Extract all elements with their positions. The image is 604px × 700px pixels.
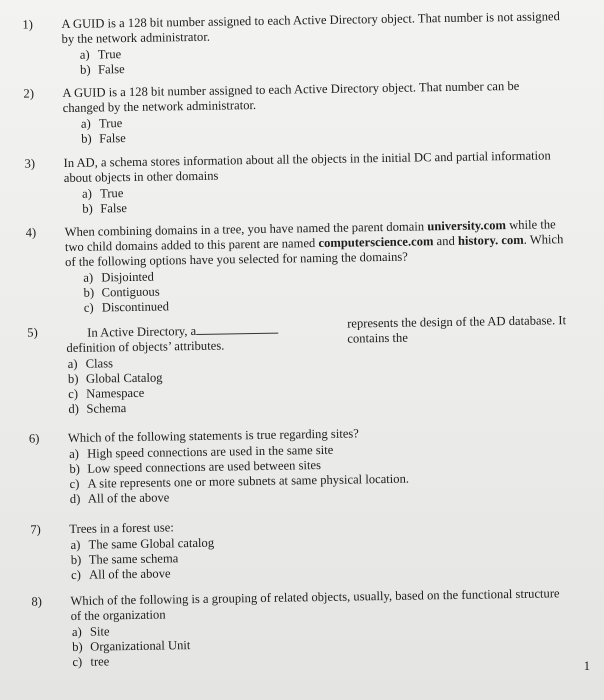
option-letter: a)	[81, 186, 92, 201]
option-letter: b)	[79, 62, 91, 77]
option-text: High speed connections are used in the same site	[87, 442, 334, 461]
option-letter: c)	[72, 654, 83, 669]
question-3	[24, 148, 599, 218]
domain-name-bold: computerscience.com	[318, 234, 434, 251]
question-2	[23, 78, 598, 148]
option-letter: b)	[72, 639, 83, 654]
option-text: Disjointed	[101, 269, 154, 285]
question-line: of the following options have you selected for naming the domains?	[65, 249, 408, 270]
option-list	[70, 530, 604, 583]
question-4	[25, 217, 601, 317]
question-number: 5)	[27, 325, 38, 340]
question-line: Which of the following is a grouping of related objects, usually, based on the functional structure	[70, 586, 560, 608]
question-number: 4)	[25, 225, 37, 240]
option-text: True	[97, 47, 122, 62]
option-letter: a)	[70, 537, 81, 552]
question-line: changed by the network administrator.	[62, 97, 257, 116]
domain-name-bold: history. com	[457, 232, 524, 248]
option-letter: a)	[71, 624, 82, 639]
question-line: definition of objects’ attributes.	[66, 338, 225, 355]
option-text: False	[97, 62, 125, 77]
option-text: tree	[90, 654, 110, 669]
question-line: Trees in a forest use:	[69, 520, 174, 536]
option-letter: a)	[69, 446, 80, 461]
question-1	[22, 9, 597, 79]
question-8	[31, 586, 604, 671]
text-run: In Active Directory, a	[87, 323, 197, 340]
page-number: 1	[583, 659, 590, 673]
option-letter: b)	[67, 371, 79, 386]
question-number: 2)	[23, 86, 35, 101]
option-text: Discontinued	[101, 299, 170, 315]
option-text: False	[99, 131, 126, 146]
question-6	[28, 423, 604, 508]
option-text: Low speed connections are used between sites	[87, 458, 322, 476]
option-text: True	[99, 186, 124, 201]
option-text: The same Global catalog	[88, 535, 215, 552]
question-line: about objects in other domains	[63, 168, 219, 186]
question-number: 6)	[28, 431, 40, 446]
question-line: In AD, a schema stores information about all the objects in the initial DC and partial information	[63, 148, 551, 171]
text-run: When combining domains in a tree, you have named the parent domain	[64, 219, 428, 240]
option-text: Class	[85, 356, 114, 371]
question-number: 8)	[31, 594, 43, 609]
option-letter: d)	[68, 401, 80, 416]
option-list	[68, 349, 603, 417]
option-letter: c)	[68, 386, 79, 401]
domain-name-bold: university.com	[427, 218, 507, 234]
question-5	[27, 313, 602, 418]
option-text: Namespace	[86, 385, 145, 401]
question-number: 3)	[24, 156, 36, 171]
question-line: of the organization	[70, 607, 166, 623]
option-text: Contiguous	[101, 284, 160, 300]
option-letter: a)	[67, 356, 78, 371]
option-letter: d)	[69, 491, 81, 506]
text-run: while the	[505, 217, 556, 233]
fill-in-blank	[196, 322, 278, 335]
option-letter: b)	[69, 461, 80, 476]
question-line: by the network administrator.	[61, 29, 211, 47]
option-text: A site represents one or more subnets at same physical location.	[87, 471, 410, 491]
option-list	[83, 263, 601, 316]
question-7	[30, 514, 604, 584]
option-text: Global Catalog	[85, 370, 163, 386]
option-text: The same schema	[88, 551, 179, 567]
question-line: A GUID is a 128 bit number assigned to each Active Directory object. That number can be	[62, 78, 520, 101]
option-text: All of the above	[87, 490, 170, 506]
option-text: False	[100, 201, 127, 216]
option-list	[69, 439, 604, 507]
option-letter: c)	[70, 567, 81, 582]
text-run: represents the design of the AD database. It contains the	[347, 313, 567, 346]
option-text: Schema	[86, 401, 127, 416]
text-run: and	[433, 233, 459, 249]
question-text	[65, 217, 601, 270]
question-line: A GUID is a 128 bit number assigned to each Active Directory object. That number is not assigned	[61, 9, 560, 32]
option-letter: b)	[70, 552, 82, 567]
option-letter: a)	[80, 116, 91, 131]
option-list	[72, 617, 604, 670]
option-letter: b)	[83, 285, 95, 300]
question-line: Which of the following statements is true regarding sites?	[67, 426, 359, 445]
option-text: Organizational Unit	[90, 638, 191, 654]
option-letter: b)	[82, 201, 93, 216]
option-letter: c)	[83, 300, 94, 315]
option-letter: b)	[81, 131, 92, 146]
question-number: 1)	[22, 17, 33, 32]
option-letter: a)	[79, 47, 90, 62]
text-run: two child domains added to this parent are named	[64, 236, 319, 255]
text-run: . Which	[523, 232, 564, 247]
option-letter: c)	[69, 476, 80, 491]
option-text: True	[98, 116, 123, 131]
option-text: Site	[89, 624, 110, 639]
question-number: 7)	[30, 522, 41, 537]
option-letter: a)	[83, 270, 94, 285]
option-text: All of the above	[88, 566, 171, 582]
